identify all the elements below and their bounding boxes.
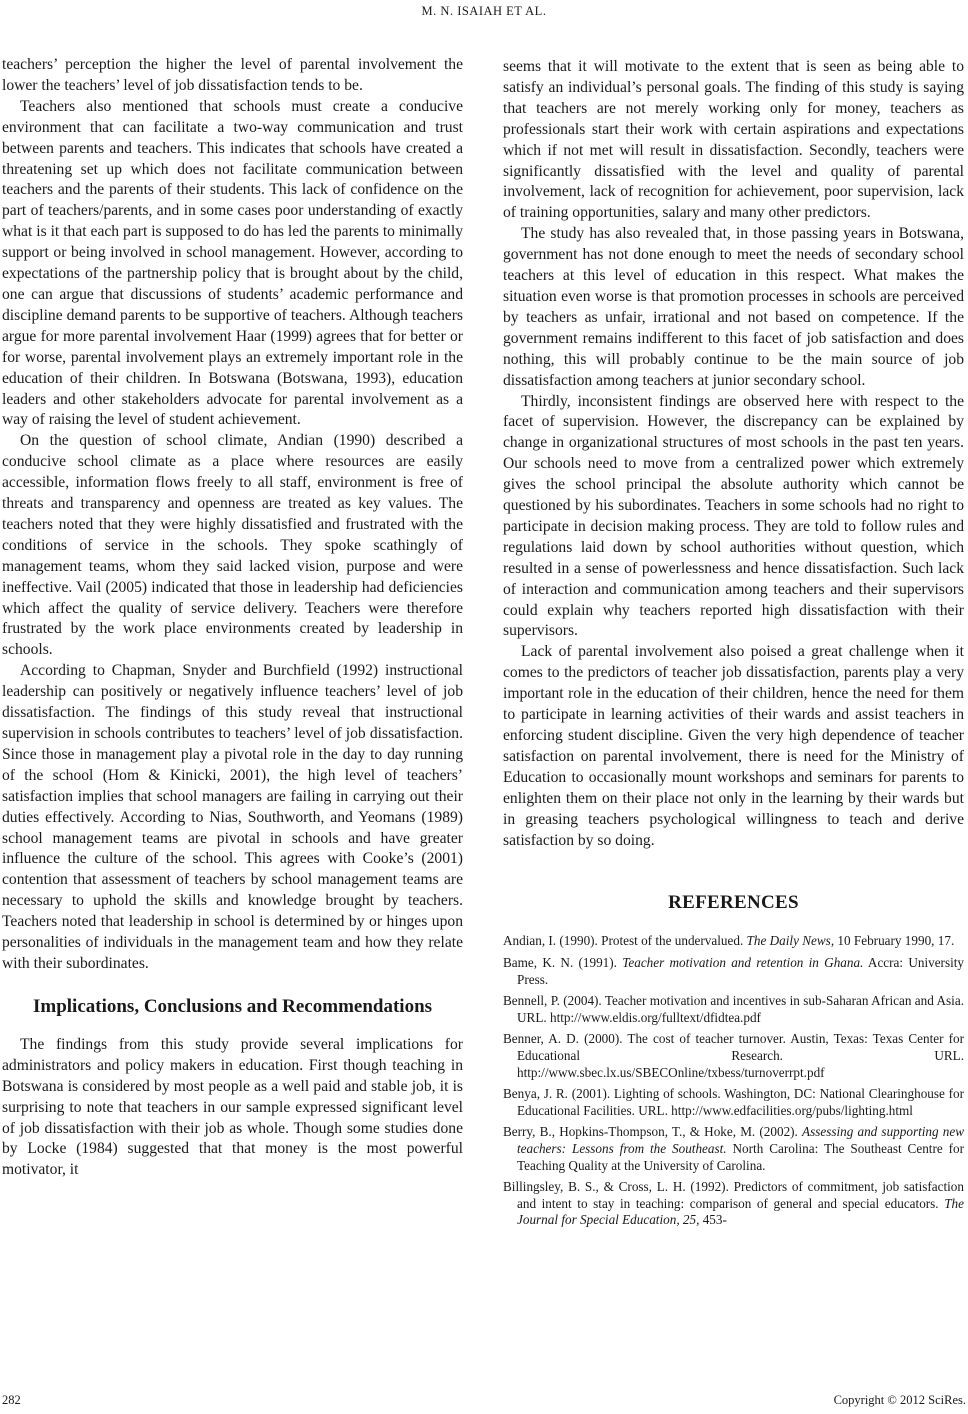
right-column [503,57,964,1234]
reference-entry: Berry, B., Hopkins-Thompson, T., & Hoke, M. (2002). Assessing and supporting new teachers: Lessons from the Southeast. North Carolina: The Southeast Centre for Teaching Quality at the University of Carolina. [503,1124,965,1173]
copyright-notice: Copyright © 2012 SciRes. [833,1393,966,1407]
body-paragraph: Lack of parental involvement also poised a great challenge when it comes to the predictors of teacher job dissatisfaction, parents play a very important role in the education of their children, hence the need for them to participate in learning activities of their wards and assist teachers in enforcing student discipline. Given the very high dependence of teacher satisfaction on parental involvement, there is need for the Ministry of Education to occasionally mount workshops and seminars for parents to enlighten them on their place not only in the learning by their wards but in greasing teachers psychological willingness to teach and derive satisfaction by so doing. [503,643,964,849]
body-paragraph: teachers’ perception the higher the level of parental involvement the lower the teachers’ level of job dissatisfaction tends to be. [2,56,463,94]
body-paragraph: On the question of school climate, Andian (1990) described a conducive school climate as a place where resources are easily accessible, information flows freely to all staff, environment is free of threats and transparency and openness are treated as key values. The teachers noted that they were highly dissatisfied and frustrated with the conditions of service in the schools. They spoke scathingly of management teams, whom they said lacked vision, purpose and were ineffective. Vail (2005) indicated that those in leadership had deficiencies which affect the quality of service delivery. Teachers were therefore frustrated by the work place environments created by leadership in schools. [2,432,463,659]
body-paragraph: Thirdly, inconsistent findings are observed here with respect to the facet of supervision. However, the discrepancy can be explained by change in organizational structures of most schools in the past ten years. Our schools need to move from a centralized power which extremely gives the school principal the absolute authority which cannot be questioned by his subordinates. Teachers in some schools had no right to participate in decision making process. They are told to follow rules and regulations laid down by school authorities without question, which resulted in a sense of powerlessness and hence dissatisfaction. Such lack of interaction and communication among teachers and their supervisors could explain why teachers reported high dissatisfaction with their supervisors. [503,392,964,640]
body-paragraph: Teachers also mentioned that schools must create a conducive environment that can facilitate a two-way communication and trust between parents and teachers. This indicates that schools have created a threatening set up which does not facilitate communication between teachers and the parents of their students. This lack of confidence on the part of teachers/parents, and in some cases poor understanding of exactly what is it that each part is supposed to do has led the parents to minimally support or being involved in school management. However, according to expectations of the partnership policy that is brought about by the child, one can argue that discussions of students’ academic performance and discipline demand parents to be supportive of teachers. Although teachers argue for more parental involvement Haar (1999) agrees that for better or for worse, parental involvement plays an extremely important role in the education of their children. In Botswana (Botswana, 1993), education leaders and other stakeholders advocate for parental involvement as a way of raising the level of student achievement. [2,97,463,429]
running-header: M. N. ISAIAH ET AL. [421,4,547,18]
reference-entry: Billingsley, B. S., & Cross, L. H. (1992). Predictors of commitment, job satisfaction and intent to stay in teaching: comparison of general and special educators. The Journal for Special Education, 25, 453- [503,1179,964,1228]
body-paragraph: The findings from this study provide several implications for administrators and policy makers in education. First though teaching in Botswana is considered by most people as a well paid and stable job, it is surprising to note that teachers in our sample expressed significant level of job dissatisfaction with their job as whole. Though some studies done by Locke (1984) suggested that that money is the most powerful motivator, it [2,1035,463,1179]
reference-list [503,933,964,1229]
reference-entry: Andian, I. (1990). Protest of the undervalued. The Daily News, 10 February 1990, 17. [503,933,955,949]
reference-entry: Benya, J. R. (2001). Lighting of schools. Washington, DC: National Clearinghouse for Educational Facilities. URL. http://www.edfacilities.org/pubs/lighting.html [503,1086,964,1118]
body-paragraph: The study has also revealed that, in those passing years in Botswana, government has not done enough to meet the needs of secondary school teachers at this level of education in this respect. What makes the situation even worse is that promotion processes in schools are perceived by teachers as unfair, irrational and not based on competence. If the government remains indifferent to this facet of job satisfaction and does nothing, this will probably continue to be the main source of job dissatisfaction among teachers at junior secondary school. [503,225,964,389]
body-paragraph: According to Chapman, Snyder and Burchfield (1992) instructional leadership can positively or negatively influence teachers’ level of job dissatisfaction. The findings of this study reveal that instructional supervision in schools contributes to teachers’ level of job dissatisfaction. Since those in management play a pivotal role in the day to day running of the school (Hom & Kinicki, 2001), the high level of teachers’ satisfaction implies that school managers are failing in carrying out their duties effectively. According to Nias, Southworth, and Yeomans (1989) school management teams are pivotal in schools and have greater influence the culture of the school. This agrees with Cooke’s (2001) contention that assessment of teachers by school management teams are necessary to uphold the skills and knowledge brought by teachers. Teachers noted that leadership in school is determined by or hinges upon personalities of individuals in the management team and how they relate with their subordinates. [2,662,463,972]
section-heading: Implications, Conclusions and Recommendations [32,995,433,1017]
body-paragraph: seems that it will motivate to the extent that is seen as being able to satisfy an individual’s personal goals. The finding of this study is saying that teachers are not merely working only for money, teachers as professionals start their work with certain aspirations and expectations which if not met will result in dissatisfaction. Secondly, teachers were significantly dissatisfied with the level and quality of parental involvement, lack of recognition for achievement, poor supervision, lack of training opportunities, salary and many other predictors. [503,58,964,222]
page-number: 282 [2,1393,21,1407]
reference-entry: Benner, A. D. (2000). The cost of teacher turnover. Austin, Texas: Texas Center for Educational Research. URL. http://www.sbec.lx.us/SBECOnline/txbess/turnoverrpt.pdf [503,1031,964,1080]
references-heading: REFERENCES [668,892,799,914]
reference-entry: Bennell, P. (2004). Teacher motivation and incentives in sub-Saharan African and Asia. URL. http://www.eldis.org/fulltext/dfidtea.pdf [503,993,964,1025]
reference-entry: Bame, K. N. (1991). Teacher motivation and retention in Ghana. Accra: University Press. [503,955,965,987]
left-column [2,55,463,1181]
